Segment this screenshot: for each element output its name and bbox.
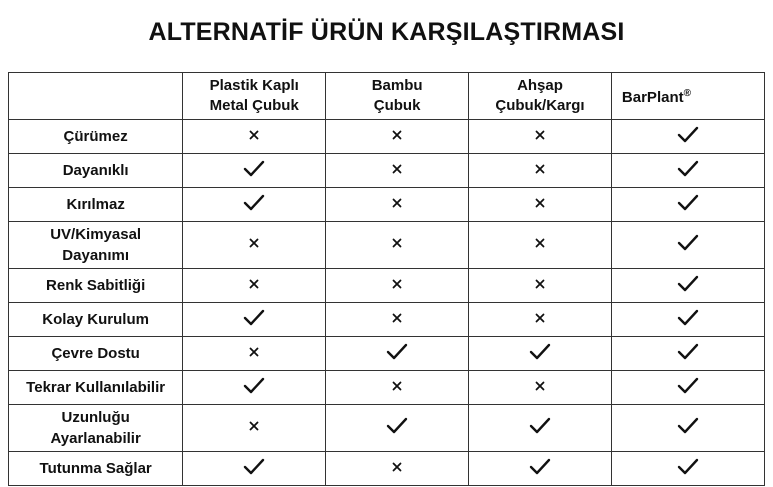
checkmark-icon xyxy=(242,457,266,477)
table-cell xyxy=(469,222,612,269)
checkmark-icon xyxy=(528,457,552,477)
cross-icon xyxy=(528,193,552,213)
table-cell xyxy=(469,371,612,405)
table-cell xyxy=(183,337,326,371)
table-cell xyxy=(611,337,764,371)
table-row xyxy=(9,222,765,269)
table-row xyxy=(9,188,765,222)
table-cell xyxy=(183,405,326,452)
table-cell xyxy=(326,303,469,337)
table-cell xyxy=(183,303,326,337)
table-cell xyxy=(183,222,326,269)
column-header-label: Bambu Çubuk xyxy=(371,77,423,114)
table-cell xyxy=(469,405,612,452)
checkmark-icon xyxy=(385,342,409,362)
checkmark-icon xyxy=(242,308,266,328)
table-cell xyxy=(326,188,469,222)
table-row xyxy=(9,371,765,405)
cross-icon xyxy=(528,308,552,328)
table-cell xyxy=(183,188,326,222)
table-cell xyxy=(183,154,326,188)
table-row xyxy=(9,120,765,154)
column-header-wood-rod xyxy=(469,73,612,120)
table-cell xyxy=(469,188,612,222)
table-row xyxy=(9,154,765,188)
table-cell xyxy=(611,269,764,303)
table-cell xyxy=(611,154,764,188)
checkmark-icon xyxy=(385,416,409,436)
cross-icon xyxy=(385,308,409,328)
cross-icon xyxy=(528,125,552,145)
row-label: Tekrar Kullanılabilir xyxy=(9,371,183,405)
checkmark-icon xyxy=(676,233,700,253)
checkmark-icon xyxy=(528,416,552,436)
cross-icon xyxy=(528,376,552,396)
checkmark-icon xyxy=(676,376,700,396)
table-cell xyxy=(611,371,764,405)
table-cell xyxy=(611,303,764,337)
comparison-table xyxy=(8,72,765,486)
cross-icon xyxy=(242,274,266,294)
cross-icon xyxy=(385,125,409,145)
page-title: ALTERNATİF ÜRÜN KARŞILAŞTIRMASI xyxy=(148,18,625,46)
cross-icon xyxy=(242,342,266,362)
table-cell xyxy=(326,405,469,452)
checkmark-icon xyxy=(676,342,700,362)
header-row xyxy=(9,73,765,120)
table-row xyxy=(9,337,765,371)
table-cell xyxy=(326,120,469,154)
table-cell xyxy=(183,120,326,154)
table-cell xyxy=(183,452,326,486)
row-label: Kırılmaz xyxy=(9,188,183,222)
row-label: Çürümez xyxy=(9,120,183,154)
column-header-barplant xyxy=(611,73,764,120)
table-cell xyxy=(611,120,764,154)
header-corner-cell xyxy=(9,73,183,120)
table-cell xyxy=(611,452,764,486)
cross-icon xyxy=(385,233,409,253)
table-row xyxy=(9,269,765,303)
table-cell xyxy=(183,371,326,405)
cross-icon xyxy=(528,274,552,294)
cross-icon xyxy=(385,193,409,213)
table-cell xyxy=(611,222,764,269)
checkmark-icon xyxy=(676,193,700,213)
cross-icon xyxy=(385,274,409,294)
column-header-label: Plastik Kaplı Metal Çubuk xyxy=(209,77,299,114)
cross-icon xyxy=(385,457,409,477)
cross-icon xyxy=(528,159,552,179)
checkmark-icon xyxy=(676,125,700,145)
table-cell xyxy=(469,120,612,154)
cross-icon xyxy=(385,376,409,396)
table-row xyxy=(9,303,765,337)
checkmark-icon xyxy=(242,376,266,396)
checkmark-icon xyxy=(676,457,700,477)
row-label: UV/Kimyasal Dayanımı xyxy=(9,222,183,269)
column-header-label: Ahşap Çubuk/Kargı xyxy=(495,77,585,114)
row-label: Kolay Kurulum xyxy=(9,303,183,337)
checkmark-icon xyxy=(676,416,700,436)
checkmark-icon xyxy=(676,159,700,179)
row-label: Dayanıklı xyxy=(9,154,183,188)
cross-icon xyxy=(242,125,266,145)
row-label: Renk Sabitliği xyxy=(9,269,183,303)
table-cell xyxy=(469,452,612,486)
table-row xyxy=(9,452,765,486)
cross-icon xyxy=(385,159,409,179)
table-cell xyxy=(469,303,612,337)
cross-icon xyxy=(242,233,266,253)
checkmark-icon xyxy=(676,308,700,328)
checkmark-icon xyxy=(242,193,266,213)
column-header-plastic-metal-rod xyxy=(183,73,326,120)
checkmark-icon xyxy=(528,342,552,362)
column-header-label: BarPlant® xyxy=(621,88,691,106)
table-cell xyxy=(326,371,469,405)
row-label: Uzunluğu Ayarlanabilir xyxy=(9,405,183,452)
table-row xyxy=(9,405,765,452)
table-cell xyxy=(326,337,469,371)
table-cell xyxy=(611,188,764,222)
table-cell xyxy=(326,269,469,303)
table-cell xyxy=(469,269,612,303)
row-label: Çevre Dostu xyxy=(9,337,183,371)
table-cell xyxy=(469,154,612,188)
table-cell xyxy=(326,452,469,486)
table-cell xyxy=(611,405,764,452)
cross-icon xyxy=(528,233,552,253)
table-cell xyxy=(469,337,612,371)
column-header-bamboo-rod xyxy=(326,73,469,120)
table-cell xyxy=(326,222,469,269)
cross-icon xyxy=(242,416,266,436)
table-cell xyxy=(326,154,469,188)
checkmark-icon xyxy=(676,274,700,294)
table-cell xyxy=(183,269,326,303)
checkmark-icon xyxy=(242,159,266,179)
row-label: Tutunma Sağlar xyxy=(9,452,183,486)
